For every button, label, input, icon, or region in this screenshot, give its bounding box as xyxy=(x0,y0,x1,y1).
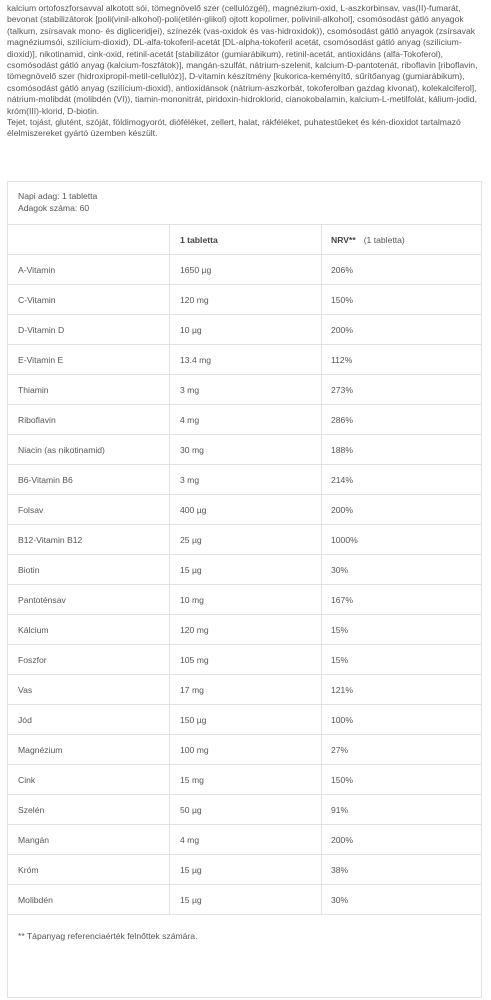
nutrient-amount: 25 µg xyxy=(170,525,322,554)
nutrient-name: Riboflavin xyxy=(8,405,170,434)
nutrient-name: Vas xyxy=(8,675,170,704)
table-row xyxy=(8,315,481,345)
nutrient-amount: 3 mg xyxy=(170,375,322,404)
nutrient-amount: 150 µg xyxy=(170,705,322,734)
nutrient-name: Magnézium xyxy=(8,735,170,764)
table-row xyxy=(8,435,481,465)
servings-count: Adagok száma: 60 xyxy=(18,202,90,213)
nutrient-amount: 13.4 mg xyxy=(170,345,322,374)
header-amount: 1 tabletta xyxy=(170,225,322,254)
nutrient-name: A-Vitamin xyxy=(8,255,170,284)
ingredients-section xyxy=(7,3,487,140)
nutrient-nrv: 15% xyxy=(331,654,349,665)
nutrient-nrv: 121% xyxy=(331,684,353,695)
nutrient-amount: 10 mg xyxy=(170,585,322,614)
nutrient-name: B12-Vitamin B12 xyxy=(8,525,170,554)
nutrient-nrv: 27% xyxy=(331,744,349,755)
nutrient-amount: 15 µg xyxy=(170,555,322,584)
table-row xyxy=(8,825,481,855)
nutrient-amount: 400 µg xyxy=(170,495,322,524)
nutrient-name: B6-Vitamin B6 xyxy=(8,465,170,494)
ingredients-text: kalcium ortofoszforsavval alkotott sói, tömegnövelő szer (cellulózgél), magnézium-oxid, L-aszkorbinsav, vas(II)-fumarát, bevonat (stabilizátorok [poli(vinil-alkohol)-poli(etilén-glikol) ojtott kopolimer, polivinil-alkohol], csomósodást gátló anyagok (talkum, zsírsavak mono- és digliceridjei), színezék (vas-oxidok és vas-hidroxidok)), csomósodást gátló anyagok (zsírsavak magnéziumsói, szilícium-dioxid), DL-alfa-tokoferil-acetát [DL-alpha-tokoferil acetát, csomósodást gátló anyag (szilícium-dioxid)], nikotinamid, cink-oxid, retinil-acetát [stabilizátor (gumiarábikum), retinil-acetát, antioxidáns (alfa-Tokoferol), csomósodást gátló anyag (kalcium-foszfátok)], mangán-szulfát, nátrium-szelenit, kalcium-D-pantotenát, riboflavin [riboflavin, tömegnövelő szer (hidroxipropil-metil-cellulóz)], D-vitamin készítmény [kukorica-keményítő, sűrítőanyag (gumiarábikum), csomósodást gátló anyag (szilícium-dioxid), antioxidánsok (nátrium-aszkorbát, tokoferolban gazdag kivonat), kolekalciferol], nátrium-molibdát (molibdén (VI)), tiamin-mononitrát, piridoxin-hidroklorid, cianokobalamin, kalcium-L-metilfolát, kálium-jodid, króm(III)-klorid, D-biotin. xyxy=(7,3,478,116)
table-row xyxy=(8,345,481,375)
nutrient-name: Pantoténsav xyxy=(8,585,170,614)
nutrient-nrv: 100% xyxy=(331,714,353,725)
nutrient-name: Niacin (as nikotinamid) xyxy=(8,435,170,464)
table-row xyxy=(8,705,481,735)
nutrient-name: Jód xyxy=(8,705,170,734)
nutrient-nrv: 30% xyxy=(331,564,349,575)
nutrient-nrv: 15% xyxy=(331,624,349,635)
table-row xyxy=(8,885,481,915)
table-row xyxy=(8,645,481,675)
table-row xyxy=(8,675,481,705)
nutrient-amount: 120 mg xyxy=(170,615,322,644)
table-row xyxy=(8,765,481,795)
table-row xyxy=(8,405,481,435)
nutrient-name: D-Vitamin D xyxy=(8,315,170,344)
header-nrv-label: NRV** xyxy=(331,234,356,245)
nutrient-amount: 120 mg xyxy=(170,285,322,314)
nutrient-nrv: 200% xyxy=(331,324,353,335)
table-row xyxy=(8,465,481,495)
table-body xyxy=(8,255,481,915)
table-row xyxy=(8,375,481,405)
table-header-row xyxy=(8,225,481,255)
nutrient-amount: 1650 µg xyxy=(170,255,322,284)
nutrient-name: Kálcium xyxy=(8,615,170,644)
nutrient-amount: 30 mg xyxy=(170,435,322,464)
nutrient-amount: 4 mg xyxy=(170,825,322,854)
nutrient-nrv: 91% xyxy=(331,804,349,815)
nutrient-name: Mangán xyxy=(8,825,170,854)
nutrient-amount: 50 µg xyxy=(170,795,322,824)
table-row xyxy=(8,795,481,825)
nutrient-nrv: 112% xyxy=(331,354,353,365)
nutrient-amount: 4 mg xyxy=(170,405,322,434)
nutrient-nrv: 273% xyxy=(331,384,353,395)
nutrient-amount: 3 mg xyxy=(170,465,322,494)
nutrient-name: Cink xyxy=(8,765,170,794)
nutrient-nrv: 214% xyxy=(331,474,353,485)
nutrient-name: Foszfor xyxy=(8,645,170,674)
table-row xyxy=(8,525,481,555)
nutrient-name: Biotin xyxy=(8,555,170,584)
nutrient-amount: 17 mg xyxy=(170,675,322,704)
header-nutrient xyxy=(8,225,170,254)
nutrient-name: Króm xyxy=(8,855,170,884)
nutrient-amount: 15 µg xyxy=(170,885,322,914)
nutrient-nrv: 200% xyxy=(331,504,353,515)
daily-dose: Napi adag: 1 tabletta xyxy=(18,191,98,201)
header-nrv xyxy=(322,225,481,254)
nutrient-amount: 10 µg xyxy=(170,315,322,344)
nutrient-nrv: 150% xyxy=(331,294,353,305)
nutrient-nrv: 167% xyxy=(331,594,353,605)
table-row xyxy=(8,855,481,885)
table-row xyxy=(8,735,481,765)
nutrient-nrv: 188% xyxy=(331,444,353,455)
serving-info xyxy=(8,182,481,225)
header-nrv-note: (1 tabletta) xyxy=(363,234,405,245)
nutrient-nrv: 150% xyxy=(331,774,353,785)
table-footnote: ** Tápanyag referenciaérték felnőttek számára. xyxy=(18,931,198,941)
table-row xyxy=(8,495,481,525)
table-row xyxy=(8,615,481,645)
nutrient-name: Thiamin xyxy=(8,375,170,404)
nutrient-nrv: 30% xyxy=(331,894,349,905)
table-row xyxy=(8,555,481,585)
table-row xyxy=(8,285,481,315)
nutrient-name: Folsav xyxy=(8,495,170,524)
nutrient-nrv: 1000% xyxy=(331,534,358,545)
nutrition-table xyxy=(7,181,482,998)
nutrient-name: E-Vitamin E xyxy=(8,345,170,374)
nutrient-nrv: 200% xyxy=(331,834,353,845)
nutrient-amount: 15 mg xyxy=(170,765,322,794)
nutrient-amount: 15 µg xyxy=(170,855,322,884)
nutrient-name: Molibdén xyxy=(8,885,170,914)
table-row xyxy=(8,255,481,285)
nutrient-name: Szelén xyxy=(8,795,170,824)
table-row xyxy=(8,585,481,615)
nutrient-nrv: 38% xyxy=(331,864,349,875)
allergen-note: Tejet, tojást, glutént, szóját, földimogyorót, dióféléket, zellert, halat, rákféléket, puhatestűeket és kén-dioxidot tartalmazó élelmiszereket gyártó üzemben készült. xyxy=(7,117,461,139)
nutrient-name: C-Vitamin xyxy=(8,285,170,314)
nutrient-amount: 105 mg xyxy=(170,645,322,674)
nutrient-nrv: 206% xyxy=(331,264,353,275)
nutrient-nrv: 286% xyxy=(331,414,353,425)
nutrient-amount: 100 mg xyxy=(170,735,322,764)
